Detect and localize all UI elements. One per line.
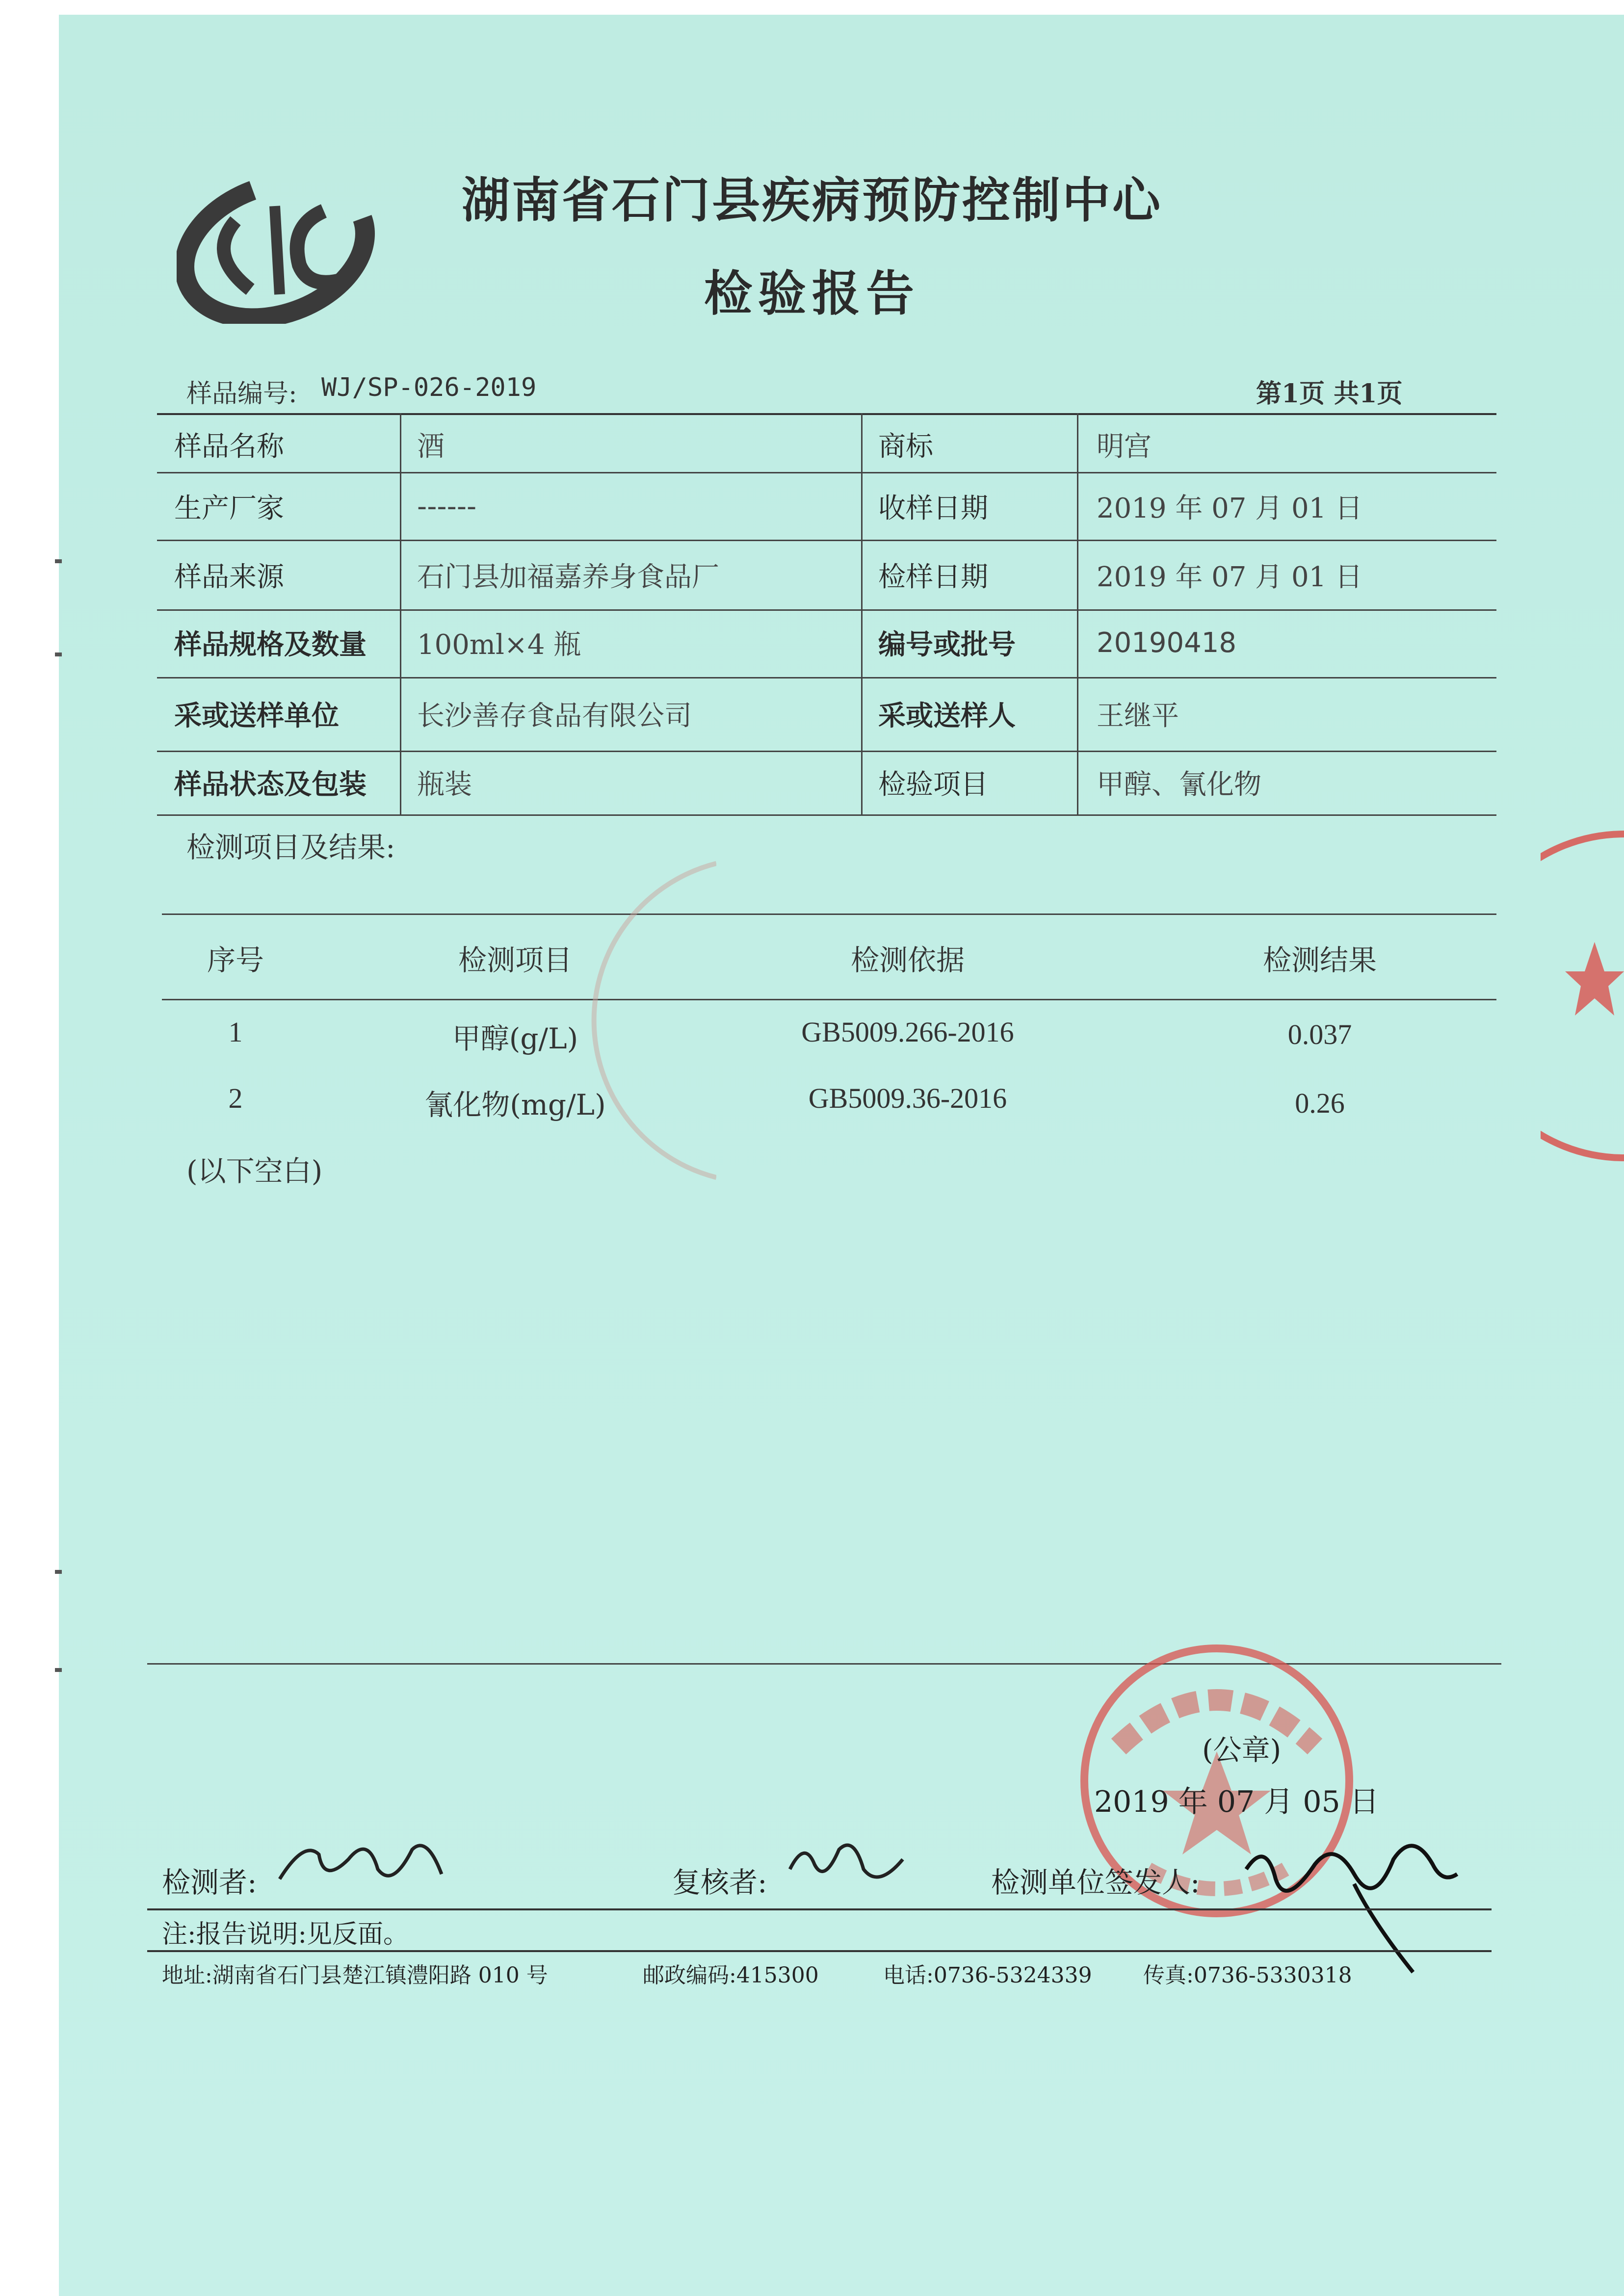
row-divider [157,814,1496,816]
tester-label: 检测者: [162,1866,257,1899]
seal-label: (公章) [1202,1733,1282,1767]
value-sender-person: 王继平 [1097,700,1179,732]
value-sender-unit: 长沙善存食品有限公司 [417,700,692,732]
binder-mark [55,559,62,563]
label-manufacturer: 生产厂家 [174,493,284,524]
value-state-package: 瓶装 [417,769,472,801]
label-sample-source: 样品来源 [174,561,284,593]
org-name: 湖南省石门县疾病预防控制中心 [461,172,1162,229]
footer-phone: 电话:0736-5324339 [883,1963,1092,1988]
value-sample-source: 石门县加福嘉养身食品厂 [417,561,719,593]
margin-seal-stamp [1541,824,1624,1168]
reviewer-label: 复核者: [672,1866,767,1899]
value-test-items: 甲醇、氰化物 [1097,769,1261,801]
label-sample-name: 样品名称 [174,431,284,463]
report-title: 检验报告 [704,265,920,322]
col-head-no: 序号 [207,943,264,977]
value-spec-qty: 100ml×4 瓶 [417,629,581,661]
result-row-1-result: 0.037 [1287,1018,1352,1050]
faint-seal-stamp [530,854,716,1187]
footer-postcode: 邮政编码:415300 [643,1963,819,1988]
label-sender-unit: 采或送样单位 [174,700,339,732]
row-divider [157,751,1496,752]
results-section-label: 检测项目及结果: [186,831,395,864]
col-divider [861,413,863,814]
row-divider [157,677,1496,678]
blank-note: (以下空白) [186,1154,323,1188]
result-row-1-item: 甲醇(g/L) [452,1022,578,1055]
row-divider [157,609,1496,611]
col-divider [400,413,401,814]
label-spec-qty: 样品规格及数量 [174,628,367,661]
result-row-1-basis: GB5009.266-2016 [801,1016,1014,1048]
binder-mark [55,1570,62,1574]
sample-no: WJ/SP-026-2019 [321,373,537,402]
footer-address: 地址:湖南省石门县楚江镇澧阳路 010 号 [162,1963,548,1988]
report-date: 2019 年 07 月 05 日 [1094,1785,1379,1819]
col-head-result: 检测结果 [1262,943,1377,977]
label-state-package: 样品状态及包装 [174,768,367,801]
result-row-2-no: 2 [228,1082,243,1114]
value-sample-name: 酒 [417,431,445,463]
issuer-label: 检测单位签发人: [991,1866,1200,1899]
row-divider [157,540,1496,541]
result-row-2-item: 氰化物(mg/L) [424,1088,606,1122]
value-batch-no: 20190418 [1097,626,1237,659]
col-divider [1077,413,1078,814]
reviewer-signature [785,1830,913,1894]
label-receive-date: 收样日期 [878,493,988,524]
value-manufacturer: ------ [417,490,477,522]
page-info: 第1页 共1页 [1256,379,1403,409]
signature-underline [147,1908,1492,1910]
label-test-items: 检验项目 [878,769,988,801]
tester-signature [275,1825,451,1899]
report-note: 注:报告说明:见反面。 [162,1920,409,1949]
binder-mark [55,1668,62,1672]
col-head-basis: 检测依据 [850,943,965,977]
label-batch-no: 编号或批号 [878,628,1016,661]
results-top-border [162,913,1496,915]
value-test-date: 2019 年 07 月 01 日 [1097,561,1363,593]
sample-no-label: 样品编号: [186,379,297,409]
binder-mark [55,652,62,656]
result-row-2-basis: GB5009.36-2016 [808,1082,1007,1114]
label-test-date: 检样日期 [878,561,988,593]
footer-fax: 传真:0736-5330318 [1143,1963,1352,1988]
label-sender-person: 采或送样人 [878,700,1016,732]
value-trademark: 明宫 [1097,431,1152,463]
label-trademark: 商标 [878,431,933,463]
col-head-item: 检测项目 [458,943,572,977]
footer-top-border [147,1950,1492,1952]
results-header-border [162,999,1496,1000]
result-row-2-result: 0.26 [1295,1087,1345,1119]
value-receive-date: 2019 年 07 月 01 日 [1097,493,1363,524]
result-row-1-no: 1 [228,1016,243,1048]
